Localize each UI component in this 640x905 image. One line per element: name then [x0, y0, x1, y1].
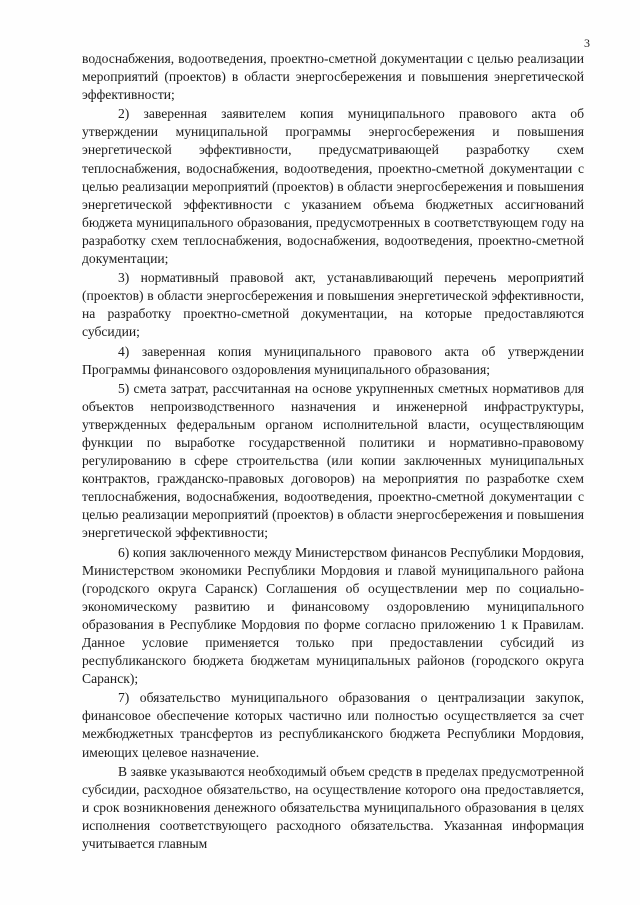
paragraph-item-4: 4) заверенная копия муниципального правового акта об утверждении Программы финансового оздоровления муниципального образования; [82, 343, 584, 377]
paragraph-item-2: 2) заверенная заявителем копия муниципального правового акта об утверждении муниципальной программы энергосбережения и повышения энергетической эффективности, предусматривающей разработку схем теплоснабжения, водоснабжения, водоотведения, проектно-сметной документации с целью реализации мероприятий (проектов) в области энергосбережения и повышения энергетической эффективности с указанием объема бюджетных ассигнований бюджета муниципального образования, предусмотренных в соответствующем году на разработку схем теплоснабжения, водоснабжения, водоотведения, проектно-сметной документации; [82, 106, 584, 267]
paragraph-item-6: 6) копия заключенного между Министерством финансов Республики Мордовия, Министерством экономики Республики Мордовия и главой муниципального района (городского округа Саранск) Соглашения об осуществлении мер по социально-экономическому развитию и финансовому оздоровлению муниципального образования в Республике Мордовия по форме согласно приложению 1 к Правилам. Данное условие применяется только при предоставлении субсидий из республиканского бюджета бюджетам муниципальных районов (городского округа Саранск); [82, 544, 584, 687]
paragraph-continuation: водоснабжения, водоотведения, проектно-сметной документации с целью реализации мероприятий (проектов) в области энергосбережения и повышения энергетической эффективности; [82, 51, 584, 103]
paragraph-item-3: 3) нормативный правовой акт, устанавливающий перечень мероприятий (проектов) в области энергосбережения и повышения энергетической эффективности, на разработку проектно-сметной документации, на которые предоставляются субсидии; [82, 270, 584, 340]
document-body [82, 50, 584, 853]
paragraph-item-5: 5) смета затрат, рассчитанная на основе укрупненных сметных нормативов для объектов непроизводственного назначения и инженерной инфраструктуры, утвержденных федеральным органом исполнительной власти, осуществляющим функции по выработке государственной политики и нормативно-правовому регулированию в сфере строительства (или копии заключенных муниципальных контрактов, гражданско-правовых договоров) на мероприятия по разработке схем теплоснабжения, водоснабжения, водоотведения, проектно-сметной документации с целью реализации мероприятий (проектов) в области энергосбережения и повышения энергетической эффективности; [82, 380, 584, 541]
page-number: 3 [584, 36, 590, 50]
paragraph-application-details: В заявке указываются необходимый объем средств в пределах предусмотренной субсидии, расходное обязательство, на осуществление которого она предоставляется, и срок возникновения денежного обязательства муниципального образования в целях исполнения соответствующего расходного обязательства. Указанная информация учитывается главным [82, 763, 584, 852]
paragraph-item-7: 7) обязательство муниципального образования о централизации закупок, финансовое обеспечение которых частично или полностью осуществляется за счет межбюджетных трансфертов из республиканского бюджета Республики Мордовия, имеющих целевое назначение. [82, 690, 584, 760]
